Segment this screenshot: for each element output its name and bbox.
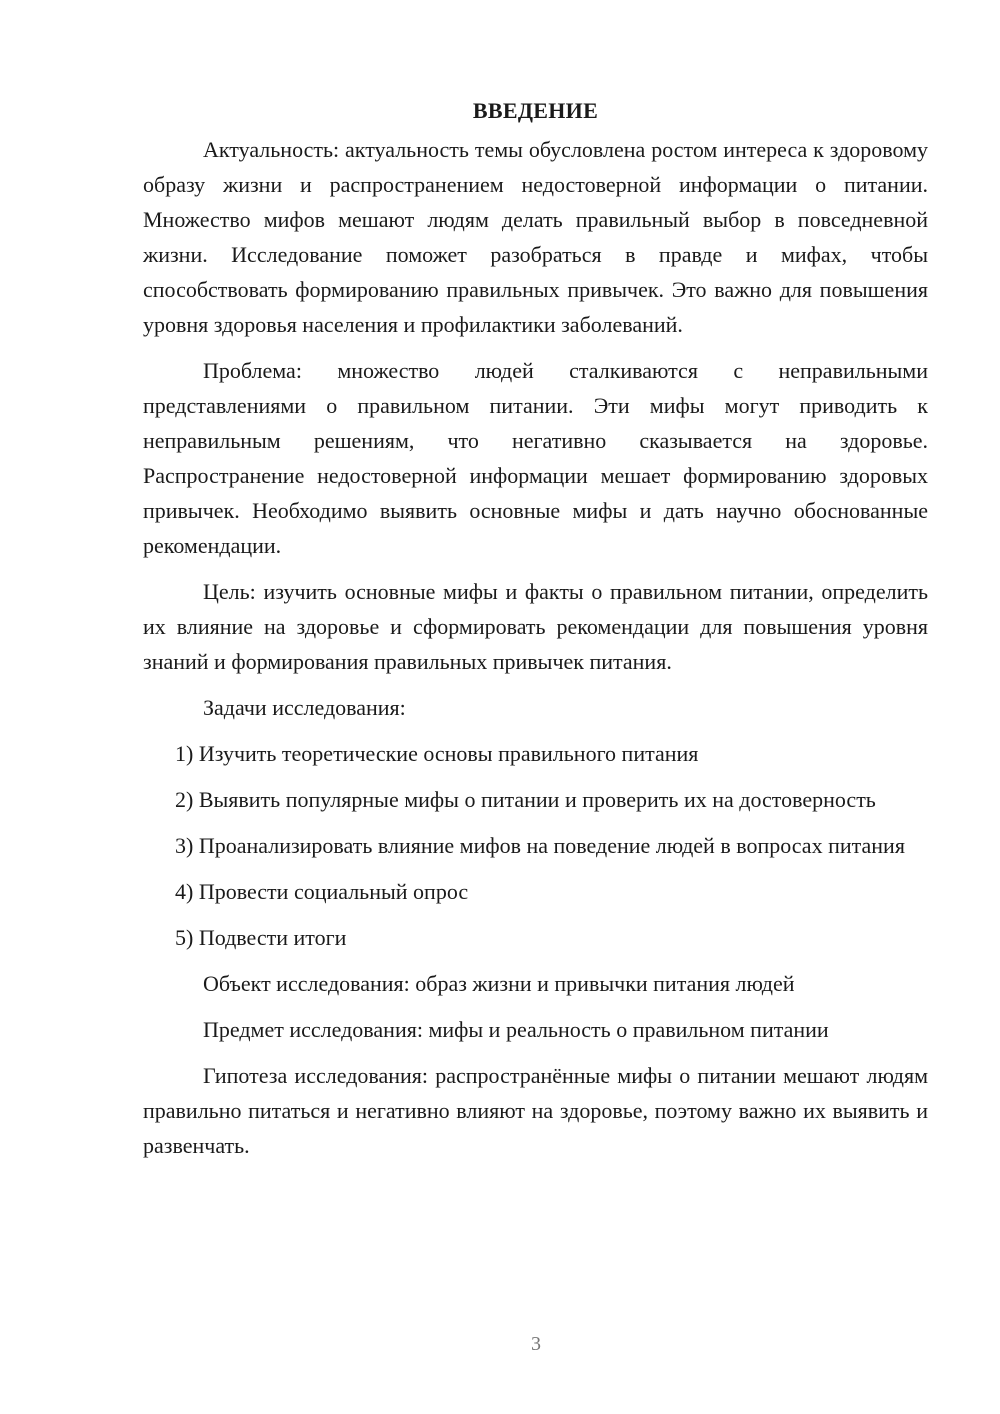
task-item-5: 5) Подвести итоги — [175, 925, 347, 950]
paragraph-relevance: Актуальность: актуальность темы обусловлена ростом интереса к здоровому образу жизни и распространением недостоверной информации о питании. Множество мифов мешают людям делать правильный выбор в повседневной жизни. Исследование поможет разобраться в правде и мифах, чтобы способствовать формированию правильных привычек. Это важно для повышения уровня здоровья населения и профилактики заболеваний. — [143, 137, 928, 337]
task-item-4: 4) Провести социальный опрос — [175, 879, 469, 904]
paragraph-problem: Проблема: множество людей сталкиваются с неправильными представлениями о правильном питании. Эти мифы могут приводить к неправильным решениям, что негативно сказывается на здоровье. Распространение недостоверной информации мешает формированию здоровых привычек. Необходимо выявить основные мифы и дать научно обоснованные рекомендации. — [143, 358, 928, 558]
task-item-1: 1) Изучить теоретические основы правильного питания — [175, 741, 699, 766]
document-page — [143, 96, 928, 1174]
task-item-3: 3) Проанализировать влияние мифов на поведение людей в вопросах питания — [175, 833, 905, 858]
page-number: 3 — [531, 1333, 541, 1355]
paragraph-goal: Цель: изучить основные мифы и факты о правильном питании, определить их влияние на здоровье и сформировать рекомендации для повышения уровня знаний и формирования правильных привычек питания. — [143, 579, 928, 674]
research-object: Объект исследования: образ жизни и привычки питания людей — [203, 971, 795, 996]
research-subject: Предмет исследования: мифы и реальность о правильном питании — [203, 1017, 829, 1042]
section-title: ВВЕДЕНИЕ — [472, 98, 599, 123]
research-hypothesis: Гипотеза исследования: распространённые мифы о питании мешают людям правильно питаться и негативно влияют на здоровье, поэтому важно их выявить и развенчать. — [143, 1063, 928, 1158]
tasks-heading: Задачи исследования: — [203, 695, 406, 720]
task-item-2: 2) Выявить популярные мифы о питании и проверить их на достоверность — [175, 787, 876, 812]
